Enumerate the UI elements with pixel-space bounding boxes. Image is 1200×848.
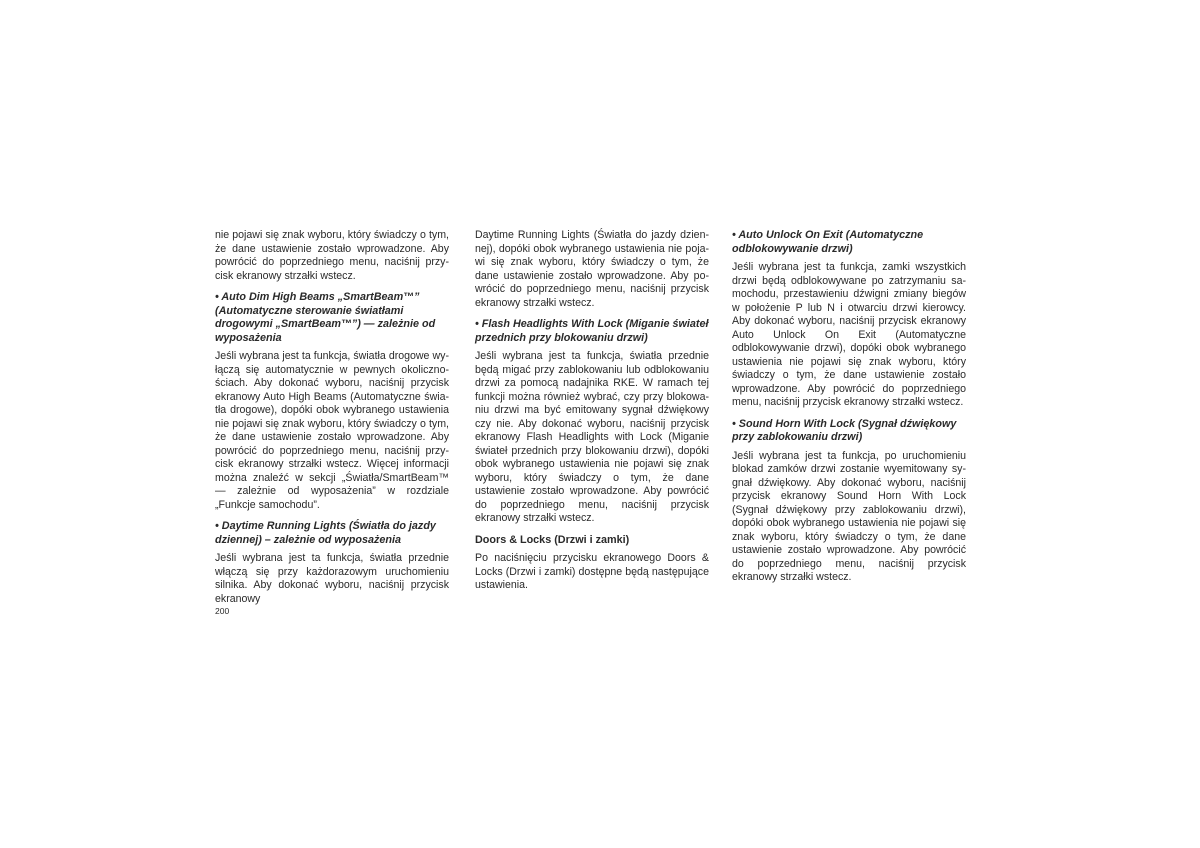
section-heading-flash-headlights: • Flash Headlights With Lock (Miganie świateł przednich przy blokowaniu drzwi) [475,318,709,344]
section-heading-sound-horn-with-lock: • Sound Horn With Lock (Sygnał dźwiękowy przy zablokowaniu drzwi) [732,417,957,443]
section-heading-auto-dim-high-beams: • Auto Dim High Beams „SmartBeam™” (Automatyczne sterowanie światłami drogowymi „SmartBeam™”) — zależnie od wyposażenia [215,291,436,344]
section-heading-doors-locks: Doors & Locks (Drzwi i zamki) [475,533,630,546]
paragraph: nie pojawi się znak wyboru, który świadczy o tym, że dane ustawienie zostało wprowadzone. Aby powrócić do poprzedniego menu, naciśnij przycisk ekranowy strzałki wstecz. [215,229,449,282]
paragraph: Daytime Running Lights (Światła do jazdy dziennej), dopóki obok wybranego ustawienia nie pojawi się znak wyboru, który świadczy o tym, że dane ustawienie zostało wprowadzone. Aby powrócić do poprzedniego menu, naciśnij przycisk ekranowy strzałki wstecz. [475,229,709,309]
paragraph: Jeśli wybrana jest ta funkcja, światła drogowe wyłączą się automatycznie w pewnych okolicznościach. Aby dokonać wyboru, naciśnij przycisk ekranowy Auto High Beams (Automatyczne światła drogowe), dopóki obok wybranego ustawienia nie pojawi się znak wyboru, który świadczy o tym, że dane ustawienie zostało wprowadzone. Aby powrócić do poprzedniego menu, naciśnij przycisk ekranowy strzałki wstecz. Więcej informacji można znaleźć w sekcji „Światła/SmartBeam™ — zależnie od wyposażenia” w rozdziale „Funkcje samochodu”. [215,350,449,511]
column-left [215,229,449,606]
section-heading-daytime-running-lights: • Daytime Running Lights (Światła do jazdy dziennej) – zależnie od wyposażenia [215,520,436,546]
column-middle [475,229,709,593]
paragraph: Jeśli wybrana jest ta funkcja, po uruchomieniu blokad zamków drzwi zostanie wyemitowany sygnał dźwiękowy. Aby dokonać wyboru, naciśnij przycisk ekranowy Sound Horn With Lock (Sygnał dźwiękowy przy zablokowaniu drzwi), dopóki obok wybranego ustawienia nie pojawi się znak wyboru, który świadczy o tym, że dane ustawienie zostało wprowadzone. Aby powrócić do poprzedniego menu, naciśnij przycisk ekranowy strzałki wstecz. [732,449,966,583]
column-right [732,229,966,585]
section-heading-auto-unlock-on-exit: • Auto Unlock On Exit (Automatyczne odblokowywanie drzwi) [732,229,924,255]
page-number: 200 [215,606,230,616]
paragraph: Po naciśnięciu przycisku ekranowego Doors & Locks (Drzwi i zamki) dostępne będą następujące ustawienia. [475,552,709,591]
paragraph: Jeśli wybrana jest ta funkcja, światła przednie włączą się przy każdorazowym uruchomieniu silnika. Aby dokonać wyboru, naciśnij przycisk ekranowy [215,552,449,605]
paragraph: Jeśli wybrana jest ta funkcja, zamki wszystkich drzwi będą odblokowywane po zatrzymaniu samochodu, przestawieniu dźwigni zmiany biegów w położenie P lub N i otwarciu drzwi kierowcy. Aby dokonać wyboru, naciśnij przycisk ekranowy Auto Unlock On Exit (Automatyczne odblokowywanie drzwi), dopóki obok wybranego ustawienia nie pojawi się znak wyboru, który świadczy o tym, że dane ustawienie zostało wprowadzone. Aby powrócić do poprzedniego menu, naciśnij przycisk ekranowy strzałki wstecz. [732,261,966,408]
paragraph: Jeśli wybrana jest ta funkcja, światła przednie będą migać przy zablokowaniu lub odblokowaniu drzwi za pomocą nadajnika RKE. W ramach tej funkcji można również wybrać, czy przy blokowaniu drzwi ma być emitowany sygnał dźwiękowy czy nie. Aby dokonać wyboru, naciśnij przycisk ekranowy Flash Headlights with Lock (Miganie świateł przednich przy blokowaniu drzwi), dopóki obok wybranego ustawienia nie pojawi się znak wyboru, który świadczy o tym, że dane ustawienie zostało wprowadzone. Aby powrócić do poprzedniego menu, naciśnij przycisk ekranowy strzałki wstecz. [475,350,709,524]
